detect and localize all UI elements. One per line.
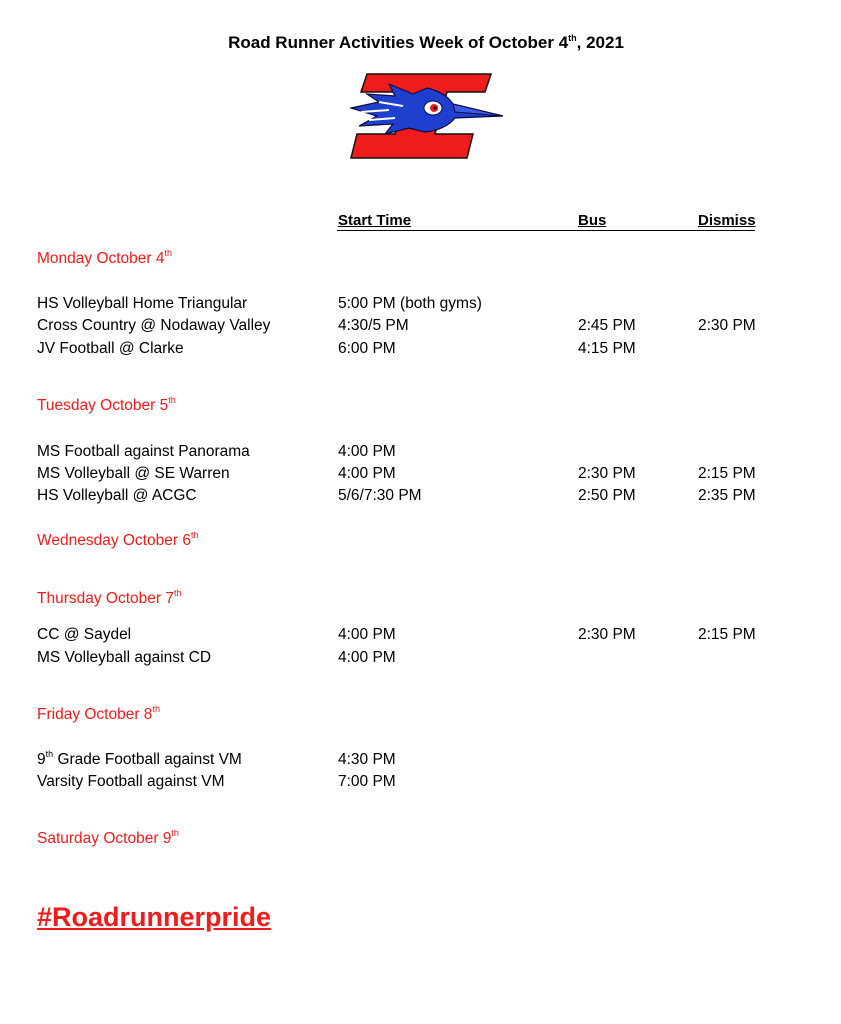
day-heading: Thursday October 7th <box>37 588 182 607</box>
event-start: 4:30/5 PM <box>338 317 409 334</box>
event-row <box>0 340 841 360</box>
event-row <box>0 295 841 315</box>
event-name: MS Volleyball against CD <box>37 649 212 666</box>
day-heading: Friday October 8th <box>37 704 160 723</box>
event-bus: 4:15 PM <box>578 340 636 357</box>
event-row <box>0 317 841 337</box>
event-dismiss: 2:35 PM <box>698 487 756 504</box>
hashtag-roadrunnerpride: #Roadrunnerpride <box>37 902 272 932</box>
start-time-header: Start Time <box>338 212 412 229</box>
event-start: 5:00 PM (both gyms) <box>338 295 482 312</box>
event-name: HS Volleyball @ ACGC <box>37 487 197 504</box>
event-row <box>0 487 841 507</box>
event-start: 5/6/7:30 PM <box>338 487 422 504</box>
header-rule <box>337 230 755 231</box>
event-bus: 2:45 PM <box>578 317 636 334</box>
bus-header: Bus <box>578 212 607 229</box>
event-start: 7:00 PM <box>338 773 396 790</box>
event-start: 4:00 PM <box>338 443 396 460</box>
event-start: 4:00 PM <box>338 626 396 643</box>
event-name: MS Volleyball @ SE Warren <box>37 465 230 482</box>
day-heading: Tuesday October 5th <box>37 395 176 414</box>
event-row <box>0 465 841 485</box>
event-bus: 2:30 PM <box>578 465 636 482</box>
day-heading: Saturday October 9th <box>37 828 179 847</box>
event-name: Cross Country @ Nodaway Valley <box>37 317 271 334</box>
event-row <box>0 443 841 463</box>
roadrunner-logo-icon <box>349 72 505 160</box>
page-title: Road Runner Activities Week of October 4th, 2021 <box>228 33 624 52</box>
event-name: CC @ Saydel <box>37 626 132 643</box>
event-dismiss: 2:15 PM <box>698 626 756 643</box>
event-name: JV Football @ Clarke <box>37 340 184 357</box>
event-dismiss: 2:15 PM <box>698 465 756 482</box>
event-name: Varsity Football against VM <box>37 773 225 790</box>
event-start: 4:00 PM <box>338 465 396 482</box>
event-bus: 2:30 PM <box>578 626 636 643</box>
event-start: 6:00 PM <box>338 340 396 357</box>
event-start: 4:00 PM <box>338 649 396 666</box>
event-bus: 2:50 PM <box>578 487 636 504</box>
event-row <box>0 626 841 646</box>
event-name: 9th Grade Football against VM <box>37 749 242 768</box>
event-dismiss: 2:30 PM <box>698 317 756 334</box>
event-name: MS Football against Panorama <box>37 443 250 460</box>
day-heading: Wednesday October 6th <box>37 530 199 549</box>
event-row <box>0 773 841 793</box>
event-start: 4:30 PM <box>338 751 396 768</box>
event-name: HS Volleyball Home Triangular <box>37 295 248 312</box>
event-row <box>0 649 841 669</box>
day-heading: Monday October 4th <box>37 248 173 267</box>
event-row <box>0 751 841 771</box>
dismiss-header: Dismiss <box>698 212 756 229</box>
